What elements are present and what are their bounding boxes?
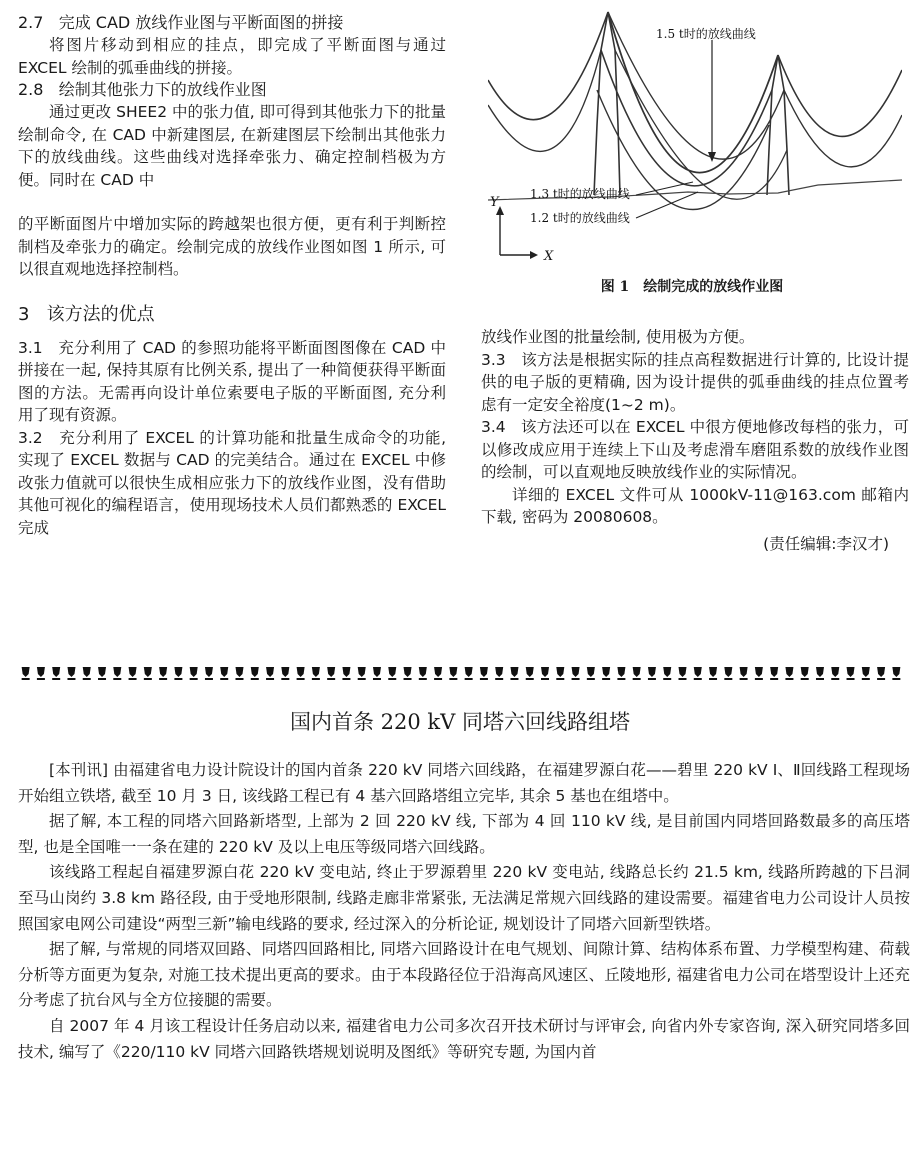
divider-mark bbox=[801, 667, 809, 677]
divider-mark bbox=[83, 667, 91, 677]
divider-mark-base bbox=[617, 678, 625, 680]
divider-mark-base bbox=[388, 678, 396, 680]
divider-mark-base bbox=[251, 678, 259, 680]
divider-mark-base bbox=[755, 678, 763, 680]
divider-mark-base bbox=[465, 678, 473, 680]
divider-mark bbox=[556, 667, 564, 677]
divider-mark-base bbox=[862, 678, 870, 680]
label-15t: 1.5 t时的放线曲线 bbox=[656, 27, 756, 41]
axis-y-label: Y bbox=[490, 195, 499, 210]
divider-mark bbox=[174, 667, 182, 677]
divider-mark-base bbox=[785, 678, 793, 680]
divider-mark-base bbox=[266, 678, 274, 680]
divider-mark-base bbox=[572, 678, 580, 680]
divider-mark-base bbox=[633, 678, 641, 680]
divider-mark bbox=[281, 667, 289, 677]
divider-mark bbox=[297, 667, 305, 677]
divider-mark-base bbox=[831, 678, 839, 680]
curve-left-1 bbox=[488, 12, 608, 120]
left-column bbox=[18, 12, 446, 539]
divider-mark bbox=[541, 667, 549, 677]
divider-mark bbox=[52, 667, 60, 677]
divider-mark-base bbox=[113, 678, 121, 680]
divider-mark-base bbox=[602, 678, 610, 680]
article-paragraph-2: 据了解, 本工程的同塔六回路新塔型, 上部为 2 回 220 kV 线, 下部为 4 回 110 kV 线, 是目前国内同塔回路数最多的高压塔型, 也是全国唯一一条在建的 220 kV 及以上电压等级同塔六回线路。 bbox=[18, 812, 910, 856]
article-paragraph-4: 据了解, 与常规的同塔双回路、同塔四回路相比, 同塔六回路设计在电气规划、间隙计算、结构体系布置、力学模型构建、荷载分析等方面更为复杂, 对施工技术提出更高的要求。由于本段路径位于沿海高风速区、丘陵地形, 福建省电力公司在塔型设计上还充分考虑了抗台风与全方位接腿的需要。 bbox=[18, 940, 910, 1010]
divider-mark-base bbox=[144, 678, 152, 680]
divider-mark bbox=[251, 667, 259, 677]
divider-mark bbox=[847, 667, 855, 677]
divider-mark bbox=[510, 667, 518, 677]
label-12t: 1.2 t时的放线曲线 bbox=[530, 211, 630, 225]
stringing-curve-diagram bbox=[488, 10, 902, 310]
divider-mark-base bbox=[709, 678, 717, 680]
divider-mark-base bbox=[159, 678, 167, 680]
section-2-7-body: 将图片移动到相应的挂点，即完成了平断面图与通过 EXCEL 绘制的弧垂曲线的拼接。 bbox=[18, 36, 446, 77]
divider-mark bbox=[342, 667, 350, 677]
divider-mark bbox=[266, 667, 274, 677]
divider-mark bbox=[877, 667, 885, 677]
divider-mark bbox=[236, 667, 244, 677]
section-3-heading: 3 该方法的优点 bbox=[18, 303, 155, 325]
divider-mark-base bbox=[740, 678, 748, 680]
figure-1 bbox=[488, 10, 902, 310]
divider-mark bbox=[648, 667, 656, 677]
divider-mark bbox=[495, 667, 503, 677]
divider-mark-base bbox=[327, 678, 335, 680]
divider-mark-base bbox=[373, 678, 381, 680]
section-2-8-heading: 2.8 绘制其他张力下的放线作业图 bbox=[18, 80, 267, 99]
divider-mark bbox=[663, 667, 671, 677]
section-2-8-body-b: 的平断面图片中增加实际的跨越架也很方便，更有利于判断控制档及牵张力的确定。绘制完成的放线作业图如图 1 所示, 可以很直观地选择控制档。 bbox=[18, 215, 446, 278]
divider-mark-base bbox=[587, 678, 595, 680]
divider-mark-base bbox=[419, 678, 427, 680]
section-3-1-body: 3.1 充分利用了 CAD 的参照功能将平断面图图像在 CAD 中拼接在一起, 保持其原有比例关系, 提出了一种简便获得平断面图的方法。无需再向设计单位索要电子版的平断面图, 充分利用了现有资源。 bbox=[18, 338, 447, 424]
divider-mark-base bbox=[434, 678, 442, 680]
divider-mark bbox=[526, 667, 534, 677]
divider-mark-base bbox=[83, 678, 91, 680]
divider-mark bbox=[816, 667, 824, 677]
label-13t: 1.3 t时的放线曲线 bbox=[530, 187, 630, 201]
section-2-8-body-a: 通过更改 SHEE2 中的张力值, 即可得到其他张力下的批量绘制命令, 在 CAD 中新建图层, 在新建图层下绘制出其他张力下的放线曲线。这些曲线对选择牵张力、确定控制档极为方便。同时在 CAD 中 bbox=[18, 103, 446, 189]
divider-mark-base bbox=[510, 678, 518, 680]
divider-mark bbox=[144, 667, 152, 677]
divider-mark bbox=[129, 667, 137, 677]
divider-mark-base bbox=[694, 678, 702, 680]
divider-mark bbox=[404, 667, 412, 677]
divider-mark-base bbox=[847, 678, 855, 680]
section-3-4-body: 3.4 该方法还可以在 EXCEL 中很方便地修改每档的张力，可以修改成应用于连续上下山及考虑滑车磨阻系数的放线作业图的绘制，可以直观地反映放线作业的实际情况。 bbox=[481, 418, 909, 481]
divider-mark-base bbox=[892, 678, 900, 680]
article-paragraph-3: 该线路工程起自福建罗源白花 220 kV 变电站, 终止于罗源碧里 220 kV 变电站, 线路总长约 21.5 km, 线路所跨越的下吕洞至马山岗约 3.8 km 路径段, 由于受地形限制, 线路走廊非常紧张, 无法满足常规六回线路的建设需要。福建省电力公司设计人员按照国家电网公司建设“两型三新”输电线路的要求, 经过深入的分析论证, 规划设计了同塔六回新型铁塔。 bbox=[18, 863, 910, 933]
figure-caption: 图 1 绘制完成的放线作业图 bbox=[600, 279, 784, 295]
divider-mark-base bbox=[52, 678, 60, 680]
divider-mark-base bbox=[236, 678, 244, 680]
divider-mark bbox=[892, 667, 900, 677]
divider-mark-base bbox=[770, 678, 778, 680]
divider-mark bbox=[312, 667, 320, 677]
right-continuation: 放线作业图的批量绘制, 使用极为方便。 bbox=[481, 328, 755, 346]
divider-mark bbox=[113, 667, 121, 677]
divider-mark bbox=[587, 667, 595, 677]
article-body bbox=[18, 758, 910, 1065]
divider-mark-base bbox=[679, 678, 687, 680]
divider-mark-base bbox=[220, 678, 228, 680]
divider-mark bbox=[572, 667, 580, 677]
divider-mark-base bbox=[816, 678, 824, 680]
section-2-7-heading: 2.7 完成 CAD 放线作业图与平断面图的拼接 bbox=[18, 13, 344, 32]
divider-mark-base bbox=[801, 678, 809, 680]
divider-mark bbox=[862, 667, 870, 677]
divider-mark bbox=[831, 667, 839, 677]
divider-mark-base bbox=[526, 678, 534, 680]
divider-mark bbox=[617, 667, 625, 677]
download-note: 详细的 EXCEL 文件可从 1000kV-11@163.com 邮箱内下载, 密码为 20080608。 bbox=[481, 485, 909, 526]
tower-left bbox=[594, 12, 608, 195]
divider-mark-base bbox=[480, 678, 488, 680]
divider-mark-base bbox=[174, 678, 182, 680]
divider-mark-base bbox=[22, 678, 30, 680]
divider-mark bbox=[740, 667, 748, 677]
divider-mark bbox=[67, 667, 75, 677]
divider-mark-base bbox=[37, 678, 45, 680]
divider-mark bbox=[434, 667, 442, 677]
tower-left-leg bbox=[608, 12, 620, 195]
curve-cross-b bbox=[615, 50, 787, 199]
article-paragraph-1: [本刊讯] 由福建省电力设计院设计的国内首条 220 kV 同塔六回线路，在福建罗源白花——碧里 220 kV Ⅰ、Ⅱ回线路工程现场开始组立铁塔, 截至 10 月 3 日, 该线路工程已有 4 基六回路塔组立完毕, 其余 5 基也在组塔中。 bbox=[18, 761, 910, 805]
x-axis-arrow bbox=[530, 251, 538, 259]
editor-credit: (责任编辑:李汉才) bbox=[763, 534, 889, 553]
divider-mark bbox=[358, 667, 366, 677]
divider-mark-base bbox=[724, 678, 732, 680]
divider-mark bbox=[465, 667, 473, 677]
divider-mark bbox=[373, 667, 381, 677]
divider-mark bbox=[37, 667, 45, 677]
divider-mark bbox=[602, 667, 610, 677]
divider-mark-base bbox=[449, 678, 457, 680]
divider-mark bbox=[755, 667, 763, 677]
divider-mark-base bbox=[495, 678, 503, 680]
divider-mark-base bbox=[67, 678, 75, 680]
section-3-2-body: 3.2 充分利用了 EXCEL 的计算功能和批量生成命令的功能, 实现了 EXCEL 数据与 CAD 的完美结合。通过在 EXCEL 中修改张力值就可以很快生成相应张力下的放线作业图，没有借助其他可视化的编程语言，使用现场技术人员们都熟悉的 EXCEL 完成 bbox=[18, 428, 446, 537]
section-3-3-body: 3.3 该方法是根据实际的挂点高程数据进行计算的, 比设计提供的电子版的更精确, 因为设计提供的弧垂曲线的挂点位置考虑有一定安全裕度(1~2 m)。 bbox=[481, 350, 910, 414]
divider-mark bbox=[98, 667, 106, 677]
divider-mark-base bbox=[663, 678, 671, 680]
divider-mark-base bbox=[312, 678, 320, 680]
divider-ornament bbox=[18, 666, 904, 680]
divider-mark-base bbox=[648, 678, 656, 680]
axis-x-label: X bbox=[544, 249, 554, 264]
divider-mark-base bbox=[98, 678, 106, 680]
divider-mark-base bbox=[342, 678, 350, 680]
divider-mark bbox=[785, 667, 793, 677]
divider-mark bbox=[480, 667, 488, 677]
article-title: 国内首条 220 kV 同塔六回线路组塔 bbox=[290, 710, 630, 734]
divider-mark bbox=[419, 667, 427, 677]
divider-mark bbox=[220, 667, 228, 677]
curve-left-2 bbox=[488, 50, 601, 151]
divider-mark bbox=[633, 667, 641, 677]
divider-mark bbox=[205, 667, 213, 677]
right-column bbox=[481, 326, 909, 555]
curve-right-2 bbox=[784, 90, 902, 167]
divider-mark-base bbox=[541, 678, 549, 680]
divider-mark-base bbox=[358, 678, 366, 680]
divider-mark bbox=[22, 667, 30, 677]
leader-12t bbox=[636, 192, 698, 218]
divider-mark bbox=[159, 667, 167, 677]
divider-mark bbox=[190, 667, 198, 677]
divider-mark bbox=[709, 667, 717, 677]
article-paragraph-5: 自 2007 年 4 月该工程设计任务启动以来, 福建省电力公司多次召开技术研讨与评审会, 向省内外专家咨询, 深入研究同塔多回技术, 编写了《220/110 kV 同塔六回路铁塔规划说明及图纸》等研究专题, 为国内首 bbox=[18, 1016, 910, 1061]
divider-mark-base bbox=[556, 678, 564, 680]
divider-mark-base bbox=[205, 678, 213, 680]
divider-mark bbox=[679, 667, 687, 677]
divider-mark bbox=[770, 667, 778, 677]
divider-mark-base bbox=[281, 678, 289, 680]
divider-mark bbox=[724, 667, 732, 677]
divider-mark bbox=[327, 667, 335, 677]
section-divider bbox=[18, 666, 904, 680]
divider-mark bbox=[449, 667, 457, 677]
divider-mark-base bbox=[877, 678, 885, 680]
curve-right-1 bbox=[778, 55, 902, 136]
divider-mark bbox=[694, 667, 702, 677]
divider-mark-base bbox=[190, 678, 198, 680]
divider-mark-base bbox=[404, 678, 412, 680]
divider-mark-base bbox=[297, 678, 305, 680]
divider-mark-base bbox=[129, 678, 137, 680]
divider-mark bbox=[388, 667, 396, 677]
